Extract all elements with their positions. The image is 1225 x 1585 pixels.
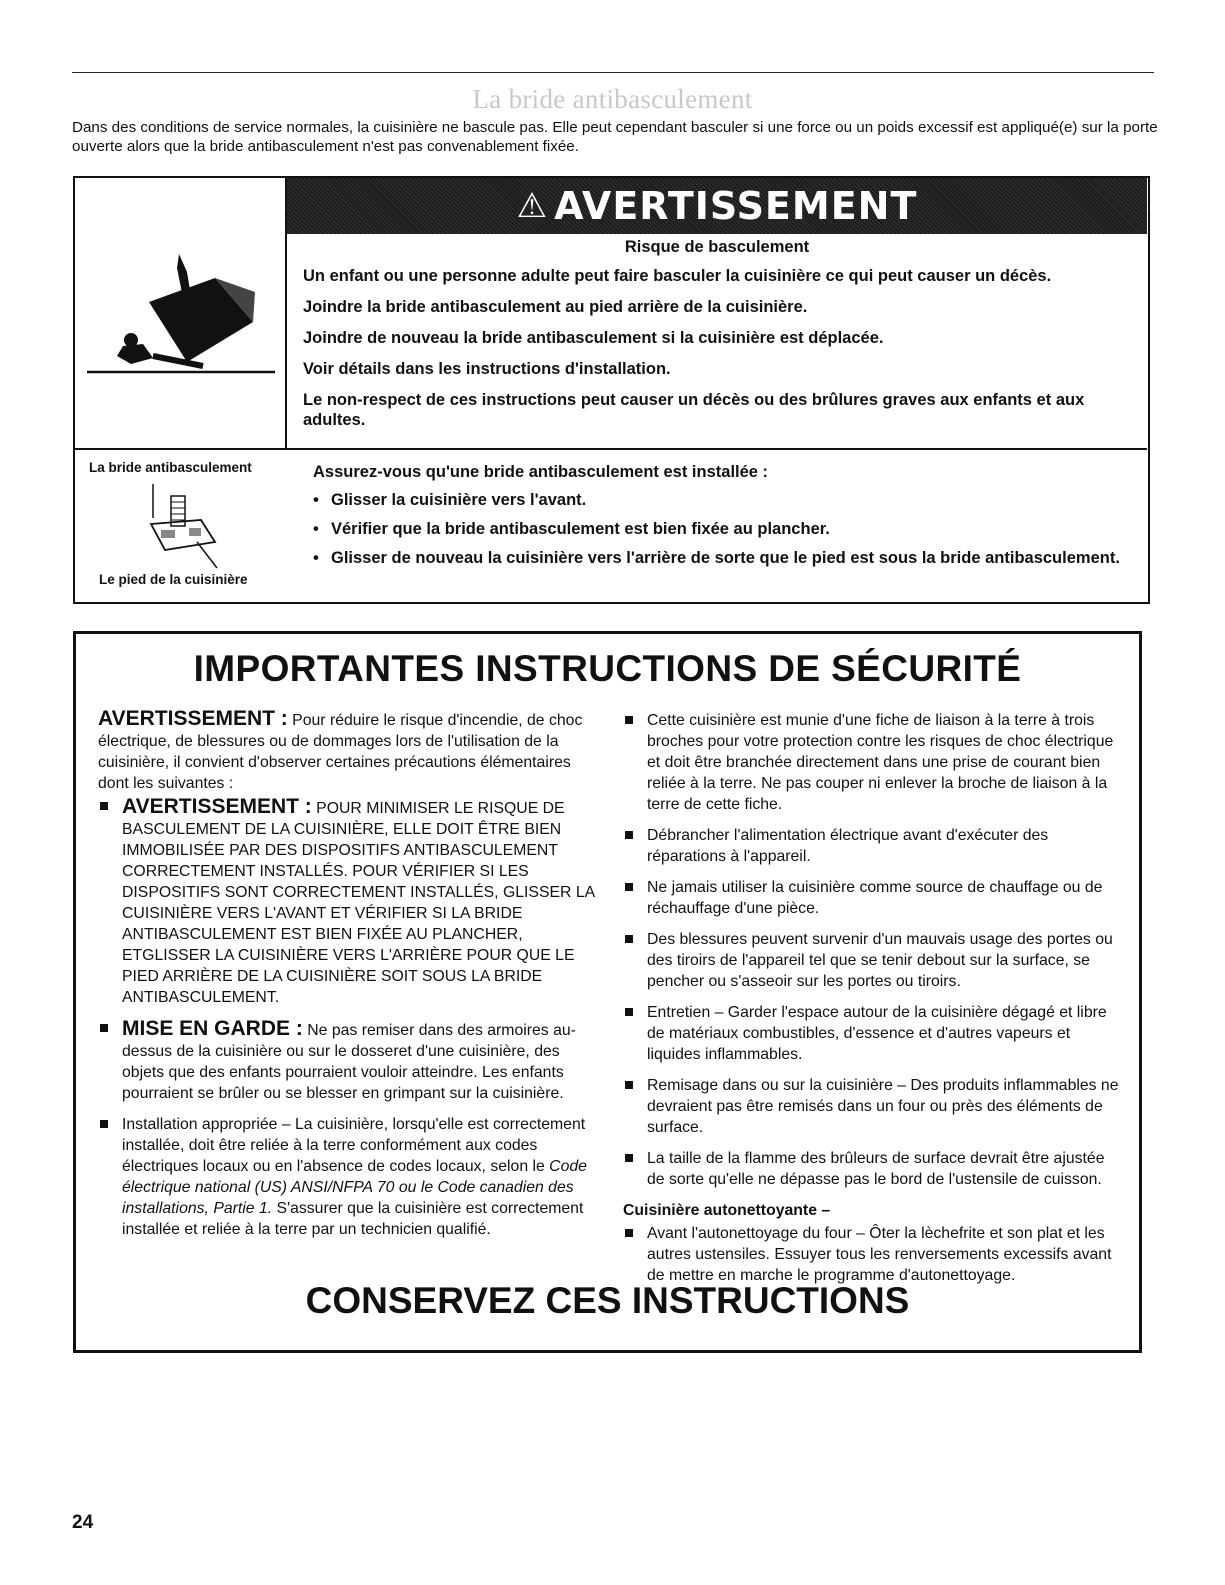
list-item: Cette cuisinière est munie d'une fiche de liaison à la terre à trois broches pour votre protection contre les risques de choc électrique et doit être branchée directement dans une prise de courant bien reliée à la terre. Ne pas couper ni enlever la broche de liaison à la terre de cette fiche. xyxy=(623,710,1123,815)
label-pied: Le pied de la cuisinière xyxy=(99,572,248,587)
risk-title: Risque de basculement xyxy=(624,238,810,256)
list-item: Remisage dans ou sur la cuisinière – Des produits inflammables ne devraient pas être remisés dans un four ou près des éléments de surface. xyxy=(623,1075,1123,1138)
installation-check xyxy=(313,462,1143,577)
item-italic: Code électrique national (US) ANSI/NFPA 70 ou le Code canadien des installations, Partie 1. xyxy=(122,1158,587,1217)
warning-line: Voir détails dans les instructions d'installation. xyxy=(303,360,671,378)
list-item xyxy=(98,1018,598,1104)
list-item xyxy=(98,796,598,1008)
conserve-footer: CONSERVEZ CES INSTRUCTIONS xyxy=(305,1280,910,1321)
item-text: Installation appropriée – La cuisinière, lorsqu'elle est correctement installée, doit être reliée à la terre conformément aux codes électriques locaux ou en l'absence de codes locaux, selon le xyxy=(122,1116,586,1175)
page-number: 24 xyxy=(72,1512,94,1533)
warning-line: Joindre la bride antibasculement au pied arrière de la cuisinière. xyxy=(303,298,808,316)
warning-box xyxy=(73,176,1150,604)
check-title: Assurez-vous qu'une bride antibasculement est installée : xyxy=(313,463,769,481)
item-label: MISE EN GARDE : xyxy=(122,1017,303,1040)
safety-intro xyxy=(98,708,598,794)
left-list xyxy=(98,796,598,1240)
check-list xyxy=(313,490,1143,568)
list-item: La taille de la flamme des brûleurs de surface devrait être ajustée de sorte qu'elle ne dépasse pas le bord de l'ustensile de cuisson. xyxy=(623,1148,1123,1190)
item-text: POUR MINIMISER LE RISQUE DE BASCULEMENT DE LA CUISINIÈRE, ELLE DOIT ÊTRE BIEN IMMOBILISÉE PAR DES DISPOSITIFS ANTIBASCULEMENT CORRECTEMENT INSTALLÉS. POUR VÉRIFIER SI LES DISPOSITIFS SONT CORRECTEMENT INSTALLÉS, GLISSER LA CUISINIÈRE VERS L'AVANT ET VÉRIFIER SI LA BRIDE ANTIBASCULEMENT EST BIEN FIXÉE AU PLANCHER, ETGLISSER LA CUISINIÈRE VERS L'ARRIÈRE POUR QUE LE PIED ARRIÈRE DE LA CUISINIÈRE SOIT SOUS LA BRIDE ANTIBASCULEMENT. xyxy=(122,800,595,1006)
warning-triangle-icon: ⚠ xyxy=(516,186,549,226)
safety-instructions-box xyxy=(73,631,1142,1353)
intro-text: Pour réduire le risque d'incendie, de choc électrique, de blessures ou de dommages lors de l'utilisation de la cuisinière, il convient d'observer certaines précautions élémentaires dont les suivantes : xyxy=(98,712,583,792)
safety-right-column xyxy=(623,708,1123,1296)
banner-label: AVERTISSEMENT xyxy=(554,184,918,228)
item-tail: S'assurer que la cuisinière est correctement installée et reliée à la terre par un technicien qualifié. xyxy=(122,1200,584,1238)
intro-paragraph: Dans des conditions de service normales, la cuisinière ne bascule pas. Elle peut cependant basculer si une force ou un poids excessif est appliqué(e) sur la porte ouverte alors que la bride antibasculement n'est pas convenablement fixée. xyxy=(72,119,1158,155)
self-clean-heading: Cuisinière autonettoyante – xyxy=(623,1202,831,1219)
warning-line: Un enfant ou une personne adulte peut faire basculer la cuisinière ce qui peut causer un décès. xyxy=(303,267,1052,285)
tip-illustration-cell xyxy=(75,178,287,450)
section-title: La bride antibasculement xyxy=(472,84,753,114)
check-item: • Glisser de nouveau la cuisinière vers l'arrière de sorte que le pied est sous la bride antibasculement. xyxy=(313,548,1143,568)
list-item: Ne jamais utiliser la cuisinière comme source de chauffage ou de réchauffage d'une pièce. xyxy=(623,877,1123,919)
bracket-illustration-cell xyxy=(75,450,287,600)
check-item: • Vérifier que la bride antibasculement est bien fixée au plancher. xyxy=(313,519,1143,539)
top-rule xyxy=(72,72,1154,73)
label-bride: La bride antibasculement xyxy=(89,460,252,475)
right-list-2 xyxy=(623,1223,1123,1286)
right-list xyxy=(623,710,1123,1190)
safety-left-column xyxy=(98,708,598,1250)
warning-line: Joindre de nouveau la bride antibasculement si la cuisinière est déplacée. xyxy=(303,329,884,347)
anti-tip-bracket-illustration xyxy=(131,480,241,572)
check-item: • Glisser la cuisinière vers l'avant. xyxy=(313,490,1143,510)
list-item: Entretien – Garder l'espace autour de la cuisinière dégagé et libre de matériaux combustibles, d'essence et d'autres vapeurs et liquides inflammables. xyxy=(623,1002,1123,1065)
list-item: Avant l'autonettoyage du four – Ôter la lèchefrite et son plat et les autres ustensiles. Essuyer tous les renversements excessifs avant de mettre en marche le programme d'autonettoyage. xyxy=(623,1223,1123,1286)
item-text: Ne pas remiser dans des armoires au-dessus de la cuisinière ou sur le dosseret d'une cuisinière, des objets que des enfants pourraient vouloir atteindre. Les enfants pourraient se brûler ou se blesser en grimpant sur la cuisinière. xyxy=(122,1022,576,1102)
list-item: Des blessures peuvent survenir d'un mauvais usage des portes ou des tiroirs de l'appareil tel que se tenir debout sur la surface, se pencher ou s'asseoir sur les portes ou tiroirs. xyxy=(623,929,1123,992)
tipping-range-illustration xyxy=(87,238,279,378)
warning-banner xyxy=(287,178,1147,234)
intro-label: AVERTISSEMENT : xyxy=(98,707,288,730)
item-label: AVERTISSEMENT : xyxy=(122,795,312,818)
safety-title: IMPORTANTES INSTRUCTIONS DE SÉCURITÉ xyxy=(193,648,1022,689)
warning-lines xyxy=(303,266,1133,441)
list-item: Débrancher l'alimentation électrique avant d'exécuter des réparations à l'appareil. xyxy=(623,825,1123,867)
warning-content xyxy=(287,178,1147,450)
list-item xyxy=(98,1114,598,1240)
warning-line: Le non-respect de ces instructions peut causer un décès ou des brûlures graves aux enfants et aux adultes. xyxy=(303,391,1085,429)
